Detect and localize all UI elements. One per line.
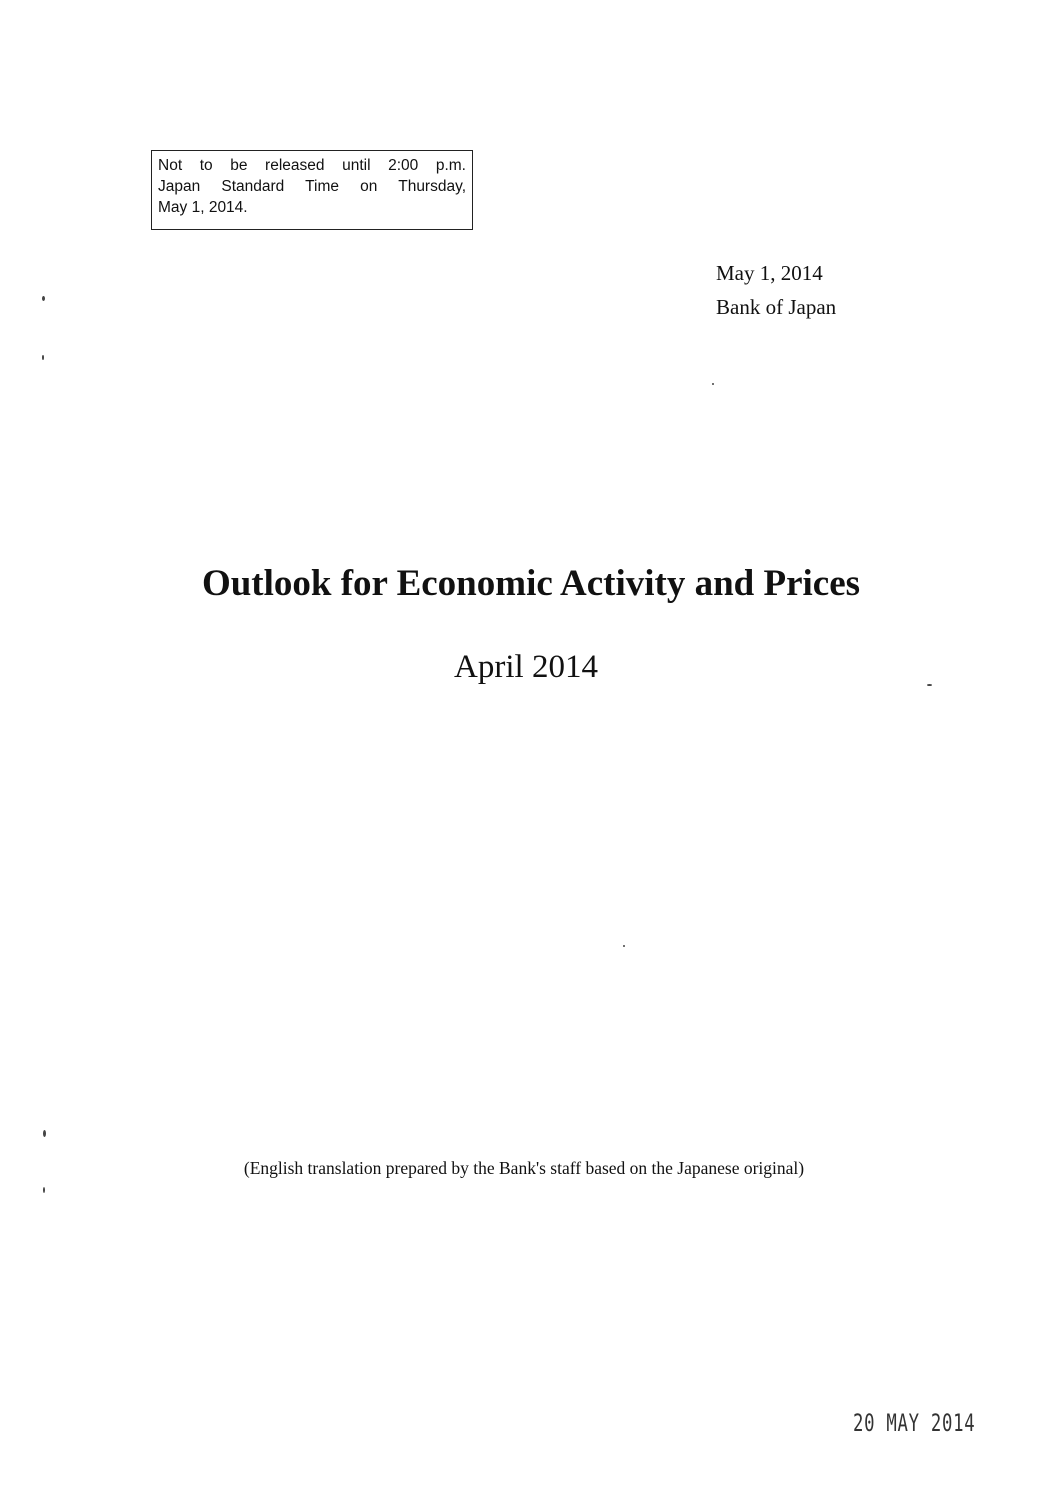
document-title: Outlook for Economic Activity and Prices — [201, 563, 861, 604]
scan-speck — [927, 684, 932, 686]
embargo-line-2: Japan Standard Time on Thursday, — [158, 178, 466, 195]
document-subtitle: April 2014 — [454, 649, 598, 685]
translation-note: (English translation prepared by the Bank's staff based on the Japanese original) — [243, 1158, 805, 1178]
issue-date: May 1, 2014 — [716, 261, 823, 285]
scan-speck — [42, 296, 45, 301]
issuer-block — [716, 256, 836, 324]
scan-speck — [623, 945, 625, 947]
embargo-line-3: May 1, 2014. — [158, 199, 248, 216]
scan-speck — [43, 1130, 46, 1137]
scan-speck — [42, 355, 44, 360]
embargo-line-1: Not to be released until 2:00 p.m. — [158, 157, 466, 174]
issuer-name: Bank of Japan — [716, 295, 837, 319]
scan-speck — [712, 383, 714, 385]
received-date-stamp: 20 MAY 2014 — [853, 1409, 976, 1437]
scan-speck — [43, 1187, 45, 1193]
embargo-notice-box — [151, 150, 473, 230]
